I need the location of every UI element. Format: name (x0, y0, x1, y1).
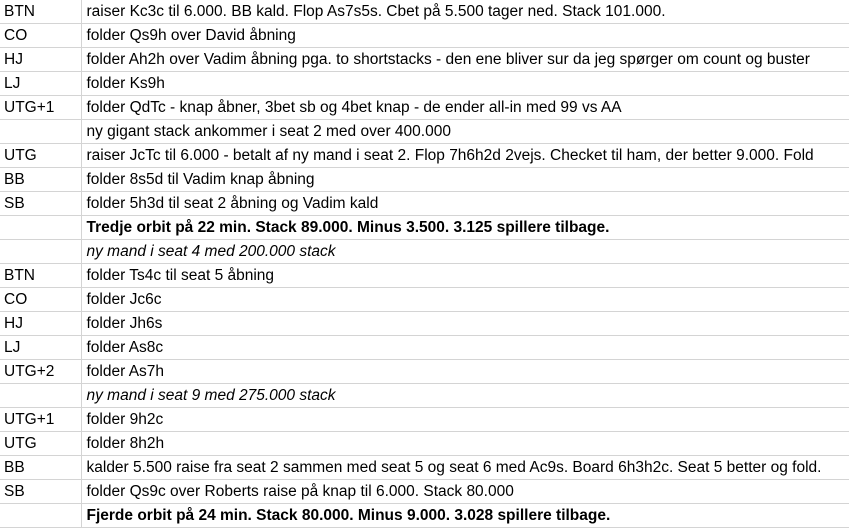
table-row (0, 288, 849, 312)
position-cell[interactable]: BB (0, 168, 81, 192)
position-cell[interactable]: HJ (0, 312, 81, 336)
note-cell[interactable]: folder 5h3d til seat 2 åbning og Vadim kald (81, 192, 849, 216)
note-cell[interactable]: Fjerde orbit på 24 min. Stack 80.000. Minus 9.000. 3.028 spillere tilbage. (81, 504, 849, 528)
note-cell[interactable]: raiser JcTc til 6.000 - betalt af ny mand i seat 2. Flop 7h6h2d 2vejs. Checket til ham, der better 9.000. Fold (81, 144, 849, 168)
table-row (0, 456, 849, 480)
table-row (0, 312, 849, 336)
note-cell[interactable]: folder 8h2h (81, 432, 849, 456)
table-row (0, 336, 849, 360)
position-cell[interactable] (0, 120, 81, 144)
note-cell[interactable]: folder Ah2h over Vadim åbning pga. to shortstacks - den ene bliver sur da jeg spørger om count og buster (81, 48, 849, 72)
table-row (0, 216, 849, 240)
table-row (0, 48, 849, 72)
table-row (0, 144, 849, 168)
note-cell[interactable]: folder As7h (81, 360, 849, 384)
position-cell[interactable]: BTN (0, 264, 81, 288)
position-cell[interactable]: CO (0, 24, 81, 48)
position-cell[interactable]: UTG+1 (0, 408, 81, 432)
table-row (0, 192, 849, 216)
table-row (0, 504, 849, 528)
table-row (0, 24, 849, 48)
position-cell[interactable] (0, 240, 81, 264)
position-cell[interactable]: UTG+1 (0, 96, 81, 120)
position-cell[interactable]: LJ (0, 336, 81, 360)
position-cell[interactable]: SB (0, 480, 81, 504)
position-cell[interactable]: UTG+2 (0, 360, 81, 384)
note-cell[interactable]: Tredje orbit på 22 min. Stack 89.000. Minus 3.500. 3.125 spillere tilbage. (81, 216, 849, 240)
position-cell[interactable]: CO (0, 288, 81, 312)
table-row (0, 264, 849, 288)
table-row (0, 408, 849, 432)
table-row (0, 360, 849, 384)
table-row (0, 0, 849, 24)
table-row (0, 384, 849, 408)
table-row (0, 432, 849, 456)
table-row (0, 240, 849, 264)
table-row (0, 120, 849, 144)
position-cell[interactable] (0, 504, 81, 528)
note-cell[interactable]: folder Qs9c over Roberts raise på knap til 6.000. Stack 80.000 (81, 480, 849, 504)
position-cell[interactable]: BTN (0, 0, 81, 24)
note-cell[interactable]: ny gigant stack ankommer i seat 2 med over 400.000 (81, 120, 849, 144)
position-cell[interactable] (0, 384, 81, 408)
note-cell[interactable]: folder 9h2c (81, 408, 849, 432)
table-row (0, 96, 849, 120)
note-cell[interactable]: folder As8c (81, 336, 849, 360)
position-cell[interactable]: UTG (0, 144, 81, 168)
table-row (0, 168, 849, 192)
note-cell[interactable]: folder QdTc - knap åbner, 3bet sb og 4bet knap - de ender all-in med 99 vs AA (81, 96, 849, 120)
table-row (0, 72, 849, 96)
note-cell[interactable]: folder Ks9h (81, 72, 849, 96)
note-cell[interactable]: raiser Kc3c til 6.000. BB kald. Flop As7s5s. Cbet på 5.500 tager ned. Stack 101.000. (81, 0, 849, 24)
note-cell[interactable]: ny mand i seat 9 med 275.000 stack (81, 384, 849, 408)
note-cell[interactable]: folder Jc6c (81, 288, 849, 312)
position-cell[interactable]: SB (0, 192, 81, 216)
note-cell[interactable]: ny mand i seat 4 med 200.000 stack (81, 240, 849, 264)
position-cell[interactable]: LJ (0, 72, 81, 96)
note-cell[interactable]: folder Ts4c til seat 5 åbning (81, 264, 849, 288)
position-cell[interactable]: UTG (0, 432, 81, 456)
position-cell[interactable]: BB (0, 456, 81, 480)
note-cell[interactable]: folder Jh6s (81, 312, 849, 336)
note-cell[interactable]: folder Qs9h over David åbning (81, 24, 849, 48)
note-cell[interactable]: kalder 5.500 raise fra seat 2 sammen med seat 5 og seat 6 med Ac9s. Board 6h3h2c. Seat 5 better og fold. (81, 456, 849, 480)
table-row (0, 480, 849, 504)
note-cell[interactable]: folder 8s5d til Vadim knap åbning (81, 168, 849, 192)
position-cell[interactable] (0, 216, 81, 240)
position-cell[interactable]: HJ (0, 48, 81, 72)
